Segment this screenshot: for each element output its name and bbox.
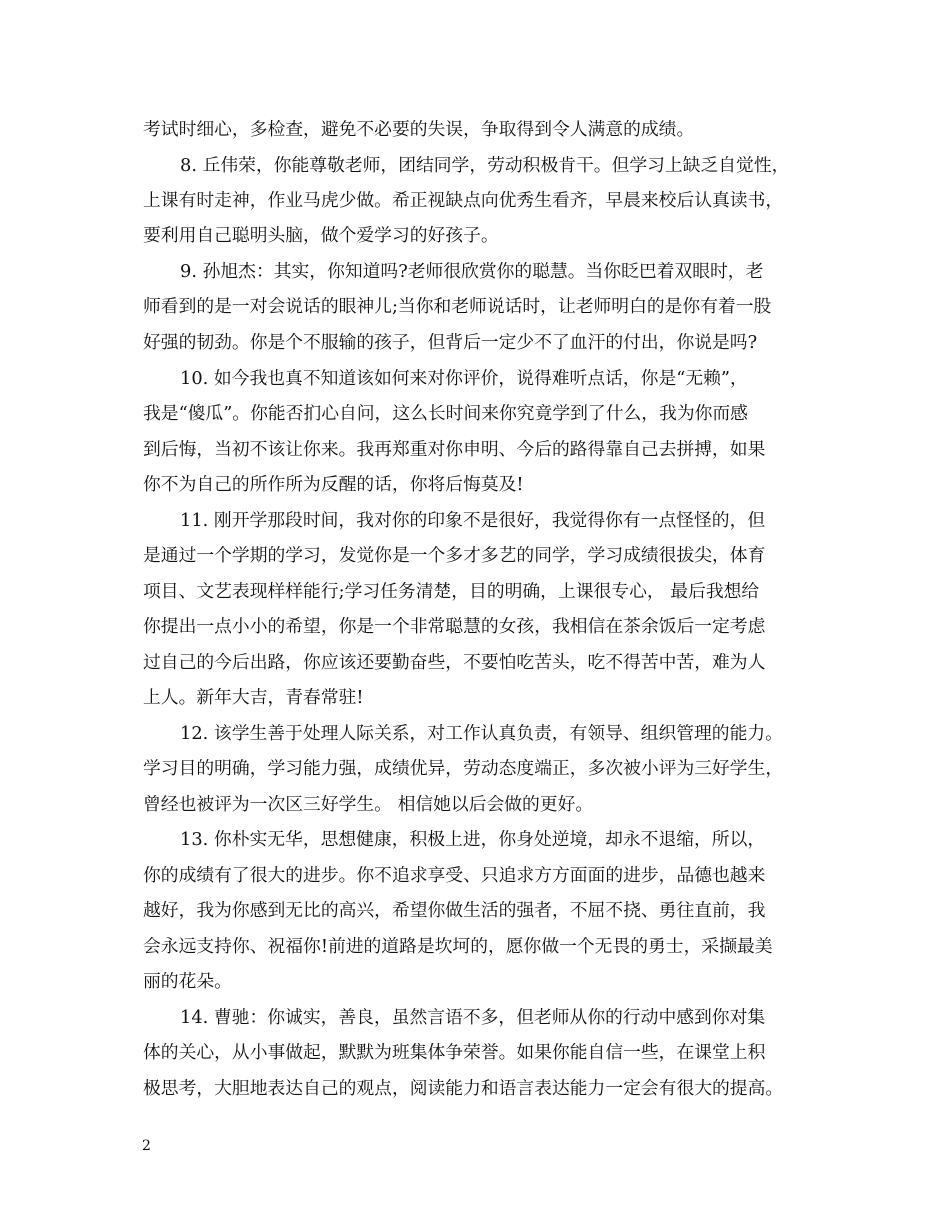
text-line: 曾经也被评为一次区三好学生。 相信她以后会做的更好。 <box>143 794 594 815</box>
text-line: 上人。新年大吉，青春常驻! <box>143 687 364 708</box>
text-line: 越好，我为你感到无比的高兴，希望你做生活的强者，不屈不挠、勇往直前，我 <box>143 900 766 921</box>
text-line: 你不为自己的所作所为反醒的话，你将后悔莫及! <box>143 474 524 495</box>
text-line: 8. 丘伟荣，你能尊敬老师，团结同学，劳动积极肯干。但学习上缺乏自觉性， <box>180 155 790 176</box>
text-line: 10. 如今我也真不知道该如何来对你评价，说得难听点话，你是“无赖”， <box>180 368 748 389</box>
text-line: 丽的花朵。 <box>143 971 232 992</box>
text-line: 会永远支持你、祝福你!前进的道路是坎坷的，愿你做一个无畏的勇士，采撷最美 <box>143 936 773 957</box>
text-line: 师看到的是一对会说话的眼神儿;当你和老师说话时，让老师明白的是你有着一股 <box>143 296 772 317</box>
text-line: 要利用自己聪明头脑，做个爱学习的好孩子。 <box>143 225 499 246</box>
text-line: 极思考，大胆地表达自己的观点，阅读能力和语言表达能力一定会有很大的提高。 <box>143 1078 784 1099</box>
text-line: 到后悔，当初不该让你来。我再郑重对你申明、今后的路得靠自己去拼搏，如果 <box>143 439 766 460</box>
text-line: 你提出一点小小的希望，你是一个非常聪慧的女孩，我相信在茶余饭后一定考虑 <box>143 616 766 637</box>
text-line: 项目、文艺表现样样能行;学习任务清楚，目的明确，上课很专心， 最后我想给 <box>143 581 760 602</box>
text-line: 过自己的今后出路，你应该还要勤奋些，不要怕吃苦头，吃不得苦中苦，难为人 <box>143 652 766 673</box>
text-line: 是通过一个学期的学习，发觉你是一个多才多艺的同学，学习成绩很拔尖，体育 <box>143 545 766 566</box>
text-line: 13. 你朴实无华，思想健康，积极上进，你身处逆境，却永不退缩，所以， <box>180 829 766 850</box>
text-line: 好强的韧劲。你是个不服输的孩子，但背后一定少不了血汗的付出，你说是吗? <box>143 332 758 353</box>
text-line: 11. 刚开学那段时间，我对你的印象不是很好，我觉得你有一点怪怪的，但 <box>180 510 766 531</box>
text-line: 我是“傻瓜”。你能否扪心自问，这么长时间来你究竟学到了什么，我为你而感 <box>143 403 748 424</box>
text-line: 你的成绩有了很大的进步。你不追求享受、只追求方方面面的进步，品德也越来 <box>143 865 766 886</box>
text-line: 14. 曹驰：你诚实，善良，虽然言语不多，但老师从你的行动中感到你对集 <box>180 1007 766 1028</box>
text-line: 学习目的明确，学习能力强，成绩优异，劳动态度端正，多次被小评为三好学生， <box>143 758 784 779</box>
text-line: 12. 该学生善于处理人际关系，对工作认真负责，有领导、组织管理的能力。 <box>180 723 783 744</box>
text-line: 9. 孙旭杰：其实，你知道吗?老师很欣赏你的聪慧。当你眨巴着双眼时，老 <box>180 261 764 282</box>
text-line: 上课有时走神，作业马虎少做。希正视缺点向优秀生看齐，早晨来校后认真读书， <box>143 190 784 211</box>
text-line: 体的关心，从小事做起，默默为班集体争荣誉。如果你能自信一些，在课堂上积 <box>143 1042 766 1063</box>
page-number: 2 <box>142 1138 151 1154</box>
text-line: 考试时细心，多检查，避免不必要的失误，争取得到令人满意的成绩。 <box>143 119 695 140</box>
